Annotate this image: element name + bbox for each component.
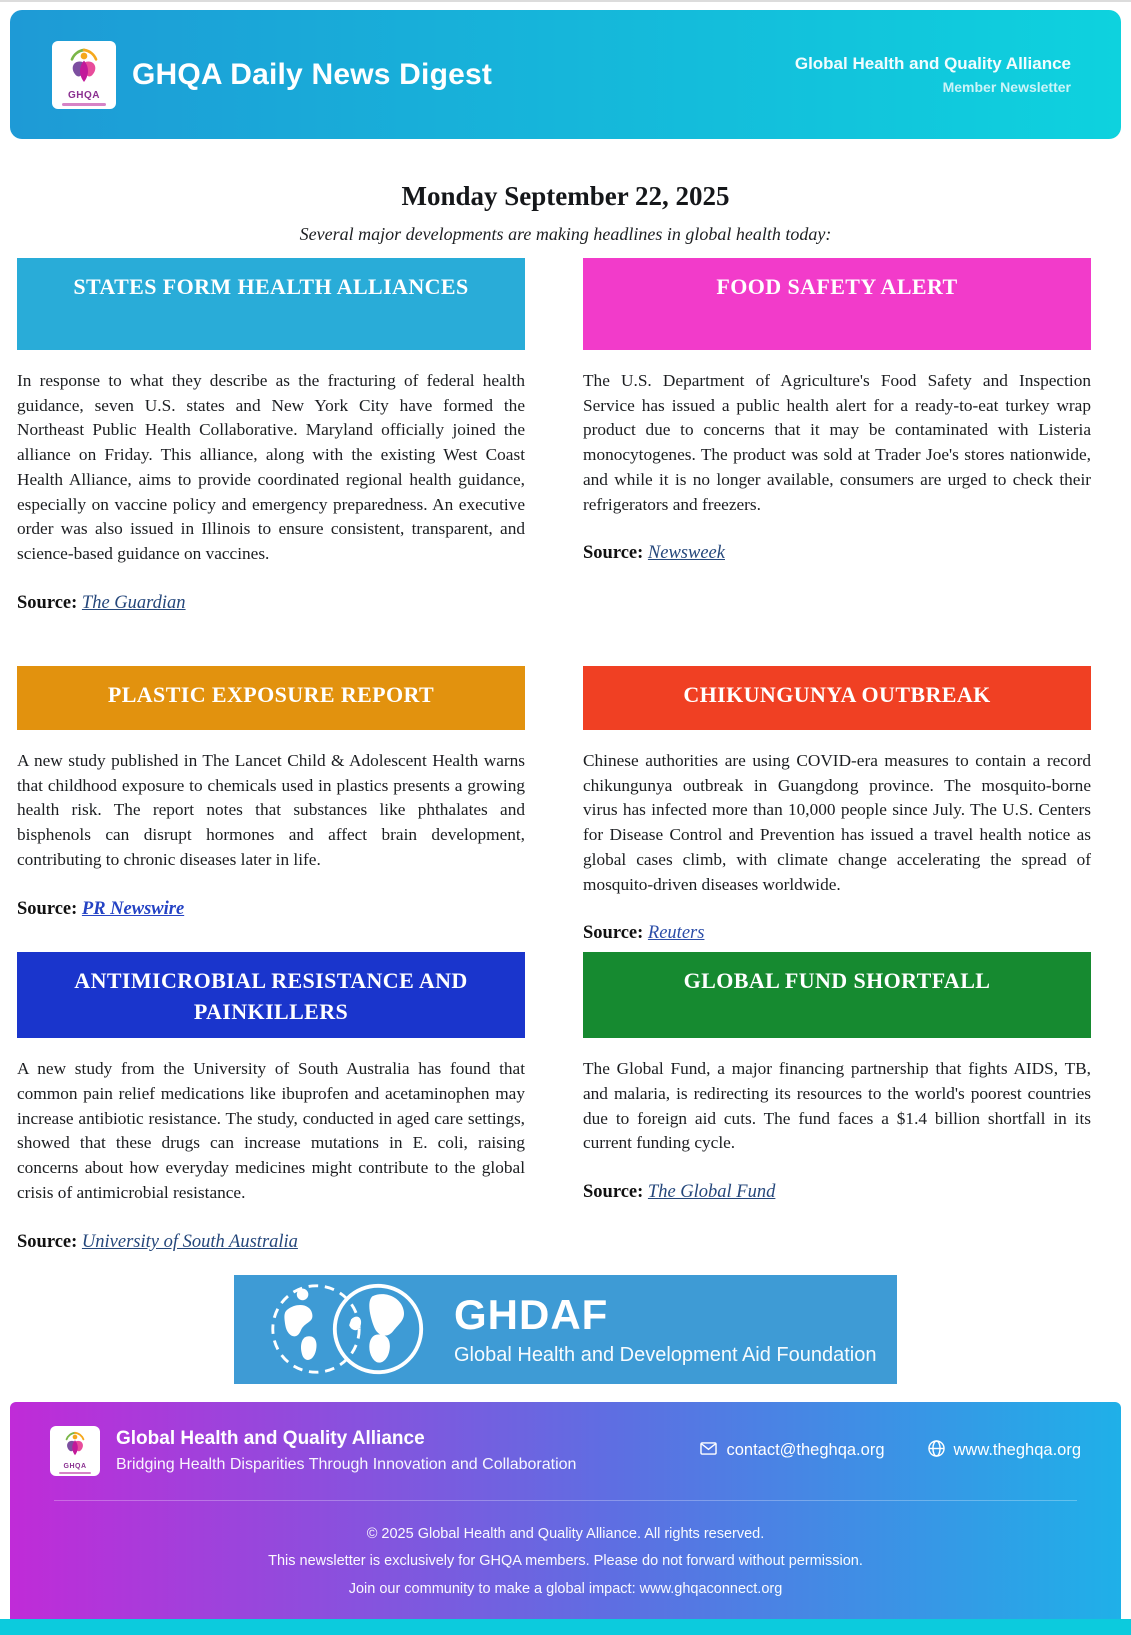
footer-members-notice: This newsletter is exclusively for GHQA members. Please do not forward without permission. — [268, 1553, 863, 1570]
card-title: ANTIMICROBIAL RESISTANCE AND PAINKILLERS — [74, 968, 468, 1025]
ghqa-emblem-icon — [63, 46, 105, 91]
card-source-line — [583, 543, 1091, 564]
card-body-text: The U.S. Department of Agriculture's Food Safety and Inspection Service has issued a public health alert for a ready-to-eat turkey wrap product due to concerns that it may be contaminated with Listeria monocytogenes. The product was sold at Trader Joe's stores nationwide, and while it is no longer available, consumers are urged to check their refrigerators and freezers. — [583, 371, 1091, 514]
source-link-pr-newswire[interactable]: PR Newswire — [81, 898, 185, 919]
card-title: CHIKUNGUNYA OUTBREAK — [683, 681, 991, 707]
footer-website-link[interactable] — [927, 1439, 1082, 1463]
source-label: Source: — [583, 923, 644, 944]
ghqa-logo-tagline — [62, 103, 106, 106]
ghqa-logo — [52, 41, 116, 109]
card-source-line — [17, 1232, 525, 1253]
ghqa-emblem-icon — [60, 1430, 90, 1463]
card-source-line — [583, 1182, 1091, 1203]
envelope-icon — [699, 1439, 718, 1463]
card-body-text: In response to what they describe as the fracturing of federal health guidance, seven U.S. states and New York City have formed the Northeast Public Health Collaborative. Maryland officially joined the alliance on Friday. This alliance, along with the existing West Coast Health Alliance, aims to provide coordinated regional health guidance, especially on vaccine policy and emergency preparedness. An executive order was also issued in Illinois to ensure consistent, transparent, and science-based guidance on vaccines. — [17, 371, 525, 564]
footer-website-text: www.theghqa.org — [953, 1441, 1081, 1460]
ghqa-footer-logo — [50, 1426, 100, 1476]
source-link-the-global-fund[interactable]: The Global Fund — [647, 1182, 776, 1203]
source-label: Source: — [17, 898, 78, 919]
news-card-plastic-exposure — [17, 666, 525, 944]
card-source-line — [17, 593, 525, 614]
card-body-text: A new study from the University of South Australia has found that common pain relief medications like ibuprofen and acetaminophen may increase antibiotic resistance. The study, conducted in aged care settings, showed that these drugs can increase mutations in E. coli, raising concerns about how everyday medicines might contribute to the global crisis of antimicrobial resistance. — [17, 1059, 525, 1202]
source-link-university-south-australia[interactable]: University of South Australia — [81, 1231, 298, 1252]
ghqa-logo-tagline — [59, 1472, 91, 1474]
card-title-bar — [17, 952, 525, 1038]
news-card-grid — [17, 258, 1091, 1253]
card-body-text: A new study published in The Lancet Child & Adolescent Health warns that childhood exposure to chemicals used in plastics presents a growing health risk. The report notes that substances like phthalates and bisphenols can disrupt hormones and affect brain development, contributing to chronic diseases later in life. — [17, 750, 525, 869]
card-title: PLASTIC EXPOSURE REPORT — [107, 681, 435, 707]
news-card-food-safety — [583, 258, 1091, 614]
source-label: Source: — [17, 1231, 78, 1252]
card-title: STATES FORM HEALTH ALLIANCES — [73, 274, 469, 299]
source-link-the-guardian[interactable]: The Guardian — [81, 592, 186, 613]
news-card-antimicrobial — [17, 952, 525, 1252]
bottom-accent-strip — [0, 1619, 1131, 1635]
source-label: Source: — [583, 543, 644, 564]
news-card-states-alliances — [17, 258, 525, 614]
card-source-line — [17, 899, 525, 920]
ghqa-logo-text: GHQA — [63, 1462, 87, 1470]
card-body-text: The Global Fund, a major financing partnership that fights AIDS, TB, and malaria, is redirecting its resources to the world's poorest countries due to foreign aid cuts. The fund faces a $1.4 billion shortfall in its current funding cycle. — [583, 1059, 1091, 1153]
source-label: Source: — [583, 1182, 644, 1203]
footer-tagline: Bridging Health Disparities Through Innovation and Collaboration — [116, 1455, 577, 1473]
source-link-reuters[interactable]: Reuters — [647, 923, 705, 944]
masthead-org-name: Global Health and Quality Alliance — [794, 54, 1071, 74]
footer-email-text: contact@theghqa.org — [726, 1441, 885, 1460]
card-title-bar — [583, 258, 1091, 350]
card-body-text: Chinese authorities are using COVID-era measures to contain a record chikungunya outbreak in Guangdong province. The mosquito-borne virus has infected more than 10,000 people since July. The U.S. Centers for Disease Control and Prevention has issued a travel health notice as global cases climb, with climate change accelerating the spread of mosquito-driven diseases worldwide. — [583, 750, 1091, 894]
footer-email-link[interactable] — [699, 1439, 884, 1463]
intro-line: Several major developments are making headlines in global health today: — [299, 224, 832, 244]
news-card-chikungunya — [583, 666, 1091, 944]
card-title-bar — [17, 258, 525, 350]
footer-copyright: © 2025 Global Health and Quality Alliance. All rights reserved. — [366, 1525, 765, 1542]
footer-org-name: Global Health and Quality Alliance — [116, 1427, 425, 1449]
newsletter-footer — [10, 1402, 1121, 1620]
source-label: Source: — [17, 592, 78, 613]
ghdaf-banner[interactable] — [234, 1275, 897, 1384]
globe-icon — [927, 1439, 946, 1463]
card-title: GLOBAL FUND SHORTFALL — [683, 968, 991, 994]
news-card-global-fund — [583, 952, 1091, 1252]
newsletter-masthead — [10, 10, 1121, 139]
card-title-bar — [583, 666, 1091, 730]
masthead-newsletter-label: Member Newsletter — [942, 78, 1071, 95]
card-title-bar — [17, 666, 525, 730]
date-heading: Monday September 22, 2025 — [401, 181, 730, 211]
footer-divider — [54, 1500, 1077, 1501]
card-title-bar — [583, 952, 1091, 1038]
source-link-newsweek[interactable]: Newsweek — [647, 543, 725, 564]
ghdaf-full-name: Global Health and Development Aid Foundation — [454, 1343, 877, 1366]
card-title: FOOD SAFETY ALERT — [716, 274, 958, 299]
footer-community-line: Join our community to make a global impact: www.ghqaconnect.org — [348, 1580, 783, 1597]
globe-icons — [268, 1281, 426, 1377]
ghdaf-abbr: GHDAF — [454, 1290, 609, 1338]
card-source-line — [583, 923, 1091, 944]
newsletter-title: GHQA Daily News Digest — [132, 57, 493, 91]
ghqa-logo-text: GHQA — [68, 89, 100, 101]
